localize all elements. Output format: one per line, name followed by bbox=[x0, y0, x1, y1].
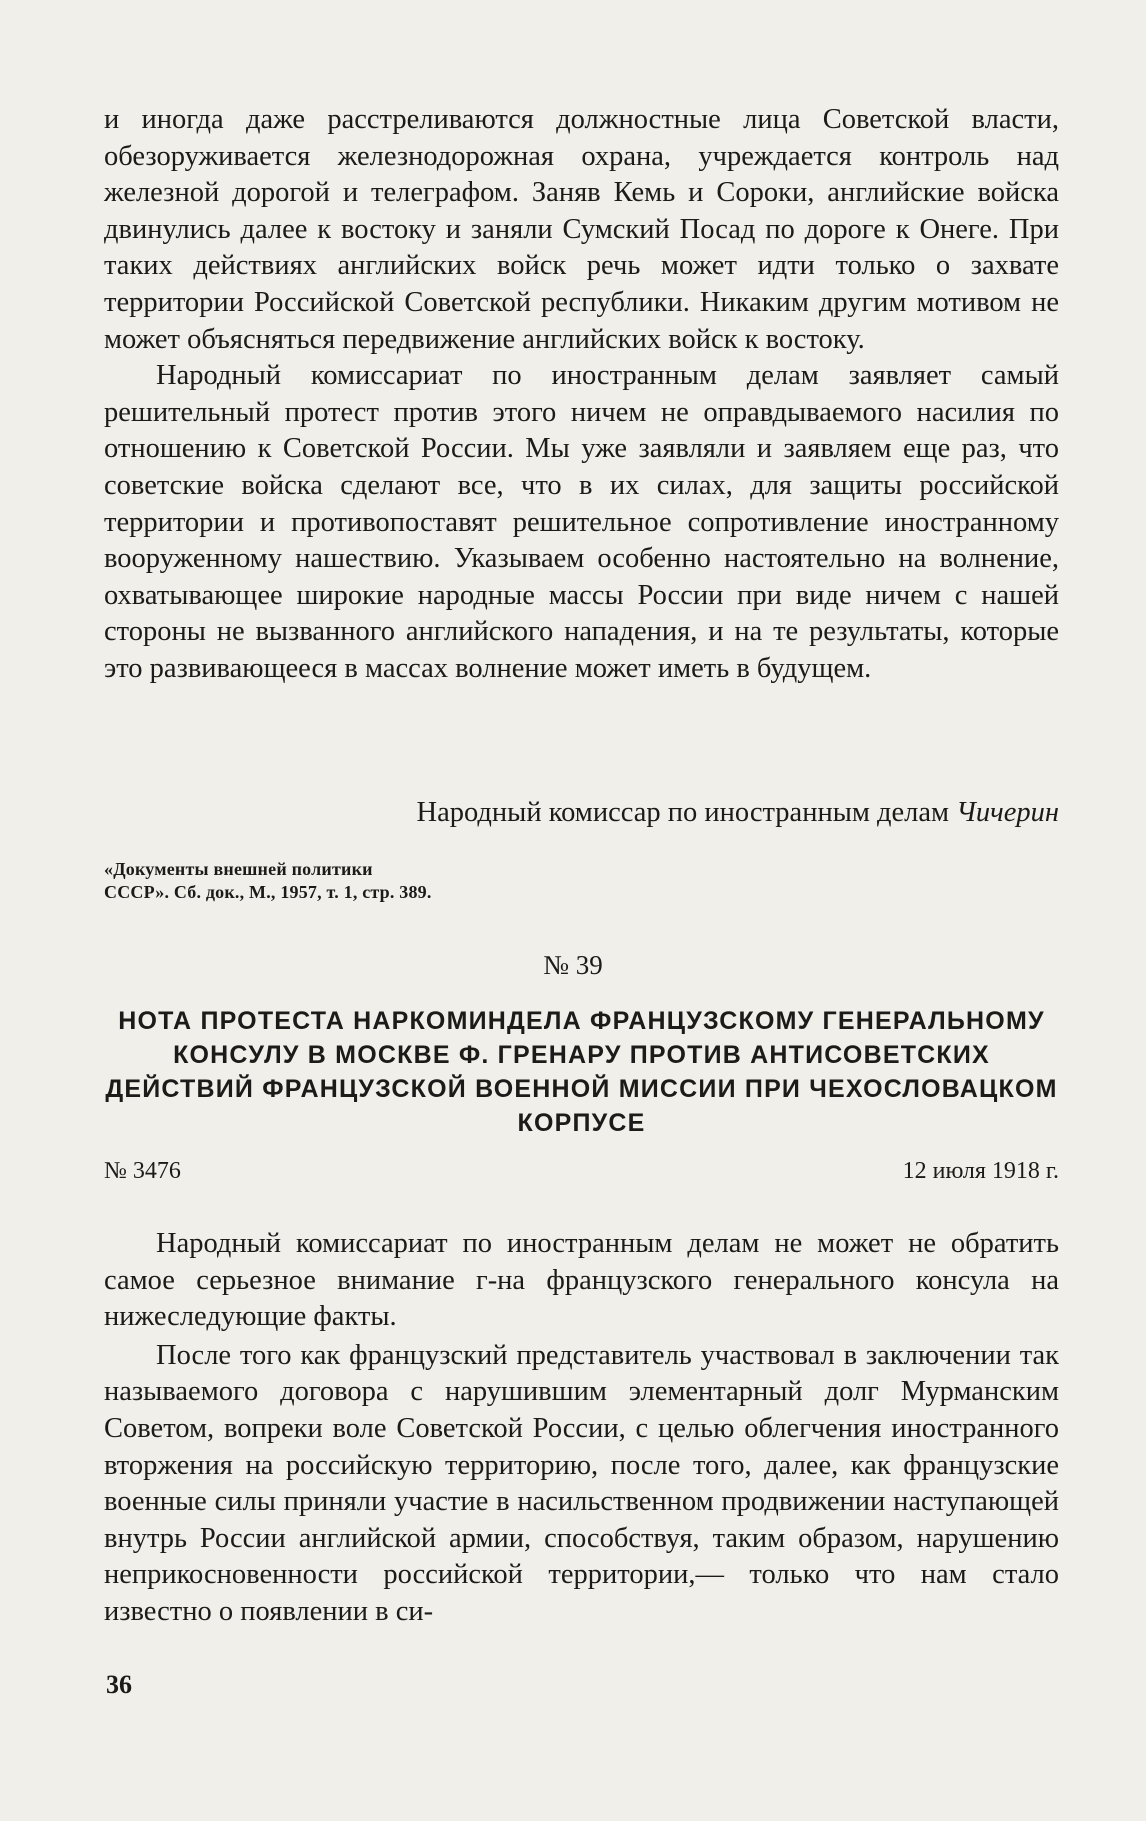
paragraph: Народный комиссариат по иностранным делам заявляет самый решительный протест против этого ничем не оправдываемого насилия по отношению к Советской России. Мы уже заявляли и заявляем еще раз, что советские войска сделают все, что в их силах, для защиты российской территории и противопоставят решительное сопротивление иностранному вооруженному нашествию. Указываем особенно настоятельно на волнение, охватывающее широкие народные массы России при виде ничем с нашей стороны не вызванного английского нападения, и на те результаты, которые это развивающееся в массах волнение может иметь в будущем. bbox=[104, 360, 1059, 684]
paragraph: После того как французский представитель участвовал в заключении так называемого договора с нарушившим элементарный долг Мурманским Советом, вопреки воле Советской России, с целью облегчения иностранного вторжения на российскую территорию, после того, далее, как французские военные силы приняли участие в насильственном продвижении наступающей внутрь России английской армии, способствуя, таким образом, нарушению неприкосновенности российской территории,— только что нам стало известно о появлении в си- bbox=[104, 1339, 1059, 1627]
source-note: «Документы внешней политики СССР». Сб. док., М., 1957, т. 1, стр. 389. bbox=[104, 859, 432, 902]
note-ref: № 3476 bbox=[104, 1158, 181, 1184]
note-reference-line bbox=[104, 1158, 1059, 1185]
note-date: 12 июля 1918 г. bbox=[902, 1158, 1059, 1184]
body-text-top bbox=[104, 102, 1059, 688]
page-number: 36 bbox=[106, 1670, 132, 1699]
signature-name: Чичерин bbox=[956, 797, 1059, 828]
signature-title: Народный комиссар по иностранным делам bbox=[416, 797, 950, 828]
body-text-bottom bbox=[104, 1226, 1059, 1631]
document-title: НОТА ПРОТЕСТА НАРКОМИНДЕЛА ФРАНЦУЗСКОМУ ГЕНЕРАЛЬНОМУ КОНСУЛУ В МОСКВЕ Ф. ГРЕНАРУ ПРОТИВ АНТИСОВЕТСКИХ ДЕЙСТВИЙ ФРАНЦУЗСКОЙ ВОЕННОЙ МИССИИ ПРИ ЧЕХОСЛОВАЦКОМ КОРПУСЕ bbox=[105, 1007, 1058, 1137]
paragraph: и иногда даже расстреливаются должностные лица Советской власти, обезоруживается железнодорожная охрана, учреждается контроль над железной дорогой и телеграфом. Заняв Кемь и Сороки, английские войска двинулись далее к востоку и заняли Сумский Посад по дороге к Онеге. При таких действиях английских войск речь может идти только о захвате территории Российской Советской республики. Никаким другим мотивом не может объясняться передвижение английских войск к востоку. bbox=[104, 104, 1059, 355]
signature-line bbox=[104, 795, 1059, 831]
paragraph: Народный комиссариат по иностранным делам не может не обратить самое серьезное внимание г-на французского генерального консула на нижеследующие факты. bbox=[104, 1228, 1059, 1333]
document-number: № 39 bbox=[543, 950, 603, 980]
